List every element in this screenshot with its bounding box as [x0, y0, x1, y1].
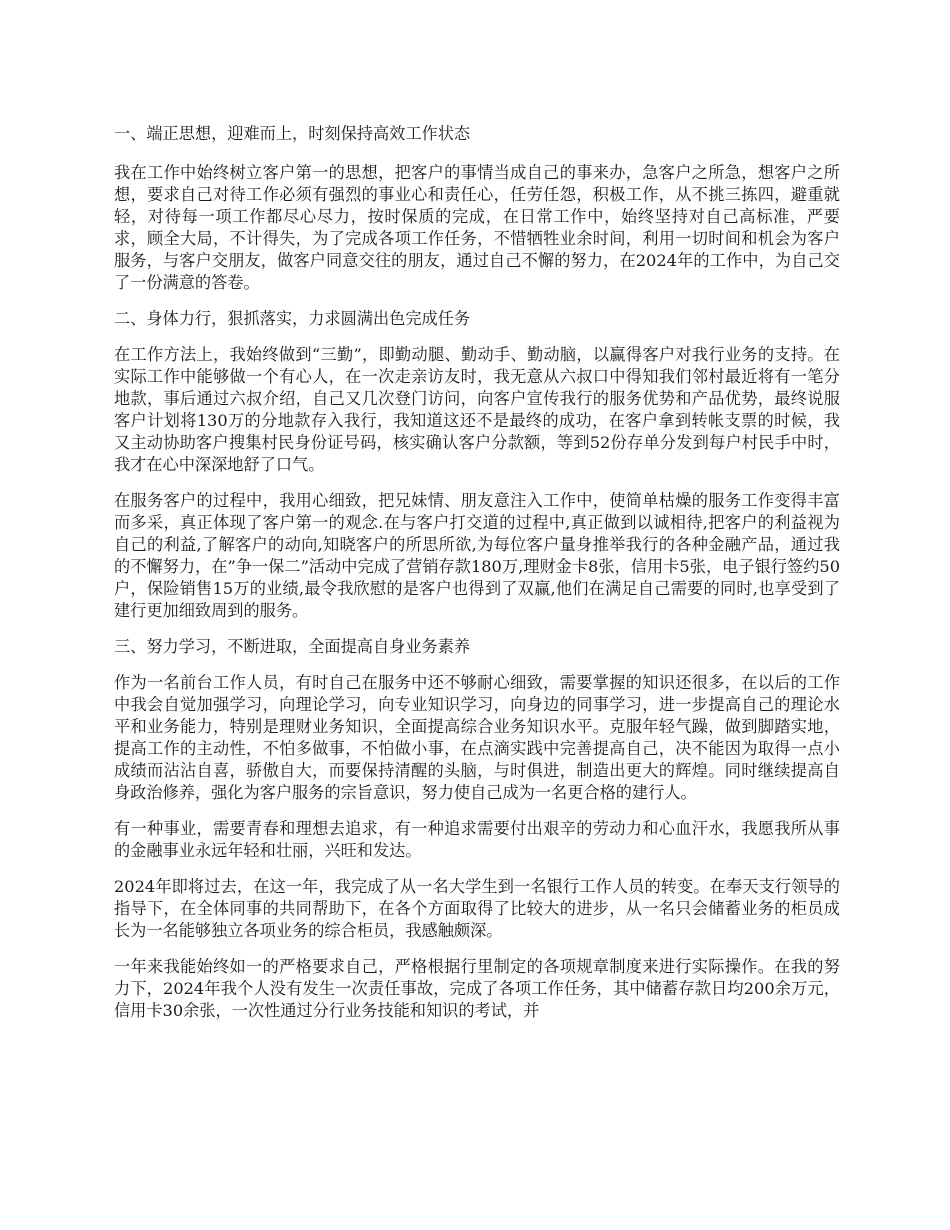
paragraph-1: 我在工作中始终树立客户第一的思想，把客户的事情当成自己的事来办，急客户之所急，想客户之所想，要求自己对待工作必须有强烈的事业心和责任心，任劳任怨，积极工作，从不挑三拣四，避重就轻，对待每一项工作都尽心尽力，按时保质的完成，在日常工作中，始终坚持对自己高标准，严要求，顾全大局，不计得失，为了完成各项工作任务，不惜牺牲业余时间，利用一切时间和机会为客户服务，与客户交朋友，做客户同意交往的朋友，通过自己不懈的努力，在2024年的工作中，为自己交了一份满意的答卷。 [114, 163, 840, 292]
paragraph-5: 有一种事业，需要青春和理想去追求，有一种追求需要付出艰辛的劳动力和心血汗水，我愿我所从事的金融事业永远年轻和壮丽，兴旺和发达。 [114, 819, 840, 860]
section-heading-3: 三、努力学习，不断进取，全面提高自身业务素养 [114, 637, 471, 656]
paragraph-4: 作为一名前台工作人员，有时自己在服务中还不够耐心细致，需要掌握的知识还很多，在以后的工作中我会自觉加强学习，向理论学习，向专业知识学习，向身边的同事学习，进一步提高自己的理论水平和业务能力，特别是理财业务知识，全面提高综合业务知识水平。克服年轻气躁，做到脚踏实地，提高工作的主动性，不怕多做事，不怕做小事，在点滴实践中完善提高自己，决不能因为取得一点小成绩而沾沾自喜，骄傲自大，而要保持清醒的头脑，与时俱进，制造出更大的辉煌。同时继续提高自身政治修养，强化为客户服务的宗旨意识，努力使自己成为一名更合格的建行人。 [114, 673, 840, 802]
document-body [114, 123, 840, 1036]
section-heading-2: 二、身体力行，狠抓落实，力求圆满出色完成任务 [114, 309, 471, 328]
paragraph-2: 在工作方法上，我始终做到“三勤”，即勤动腿、勤动手、勤动脑，以赢得客户对我行业务的支持。在实际工作中能够做一个有心人，在一次走亲访友时，我无意从六叔口中得知我们邻村最近将有一笔分地款，事后通过六叔介绍，自己又几次登门访问，向客户宣传我行的服务优势和产品优势，最终说服客户计划将130万的分地款存入我行，我知道这还不是最终的成功，在客户拿到转帐支票的时候，我又主动协助客户搜集村民身份证号码，核实确认客户分款额，等到52份存单分发到每户村民手中时，我才在心中深深地舒了口气。 [114, 345, 840, 474]
section-heading-1: 一、端正思想，迎难而上，时刻保持高效工作状态 [114, 124, 471, 143]
paragraph-6: 2024年即将过去，在这一年，我完成了从一名大学生到一名银行工作人员的转变。在奉天支行领导的指导下，在全体同事的共同帮助下，在各个方面取得了比较大的进步，从一名只会储蓄业务的柜员成长为一名能够独立各项业务的综合柜员，我感触颇深。 [114, 877, 840, 940]
paragraph-3: 在服务客户的过程中，我用心细致，把兄妹情、朋友意注入工作中，使简单枯燥的服务工作变得丰富而多采，真正体现了客户第一的观念.在与客户打交道的过程中,真正做到以诚相待,把客户的利益视为自己的利益,了解客户的动向,知晓客户的所思所欲,为每位客户量身推举我行的各种金融产品，通过我的不懈努力，在”争一保二”活动中完成了营销存款180万,理财金卡8张，信用卡5张，电子银行签约50户，保险销售15万的业绩,最令我欣慰的是客户也得到了双赢,他们在满足自己需要的同时,也享受到了建行更加细致周到的服务。 [114, 491, 840, 620]
paragraph-7: 一年来我能始终如一的严格要求自己，严格根据行里制定的各项规章制度来进行实际操作。在我的努力下，2024年我个人没有发生一次责任事故，完成了各项工作任务，其中储蓄存款日均200余万元，信用卡30余张，一次性通过分行业务技能和知识的考试，并 [114, 957, 840, 1020]
